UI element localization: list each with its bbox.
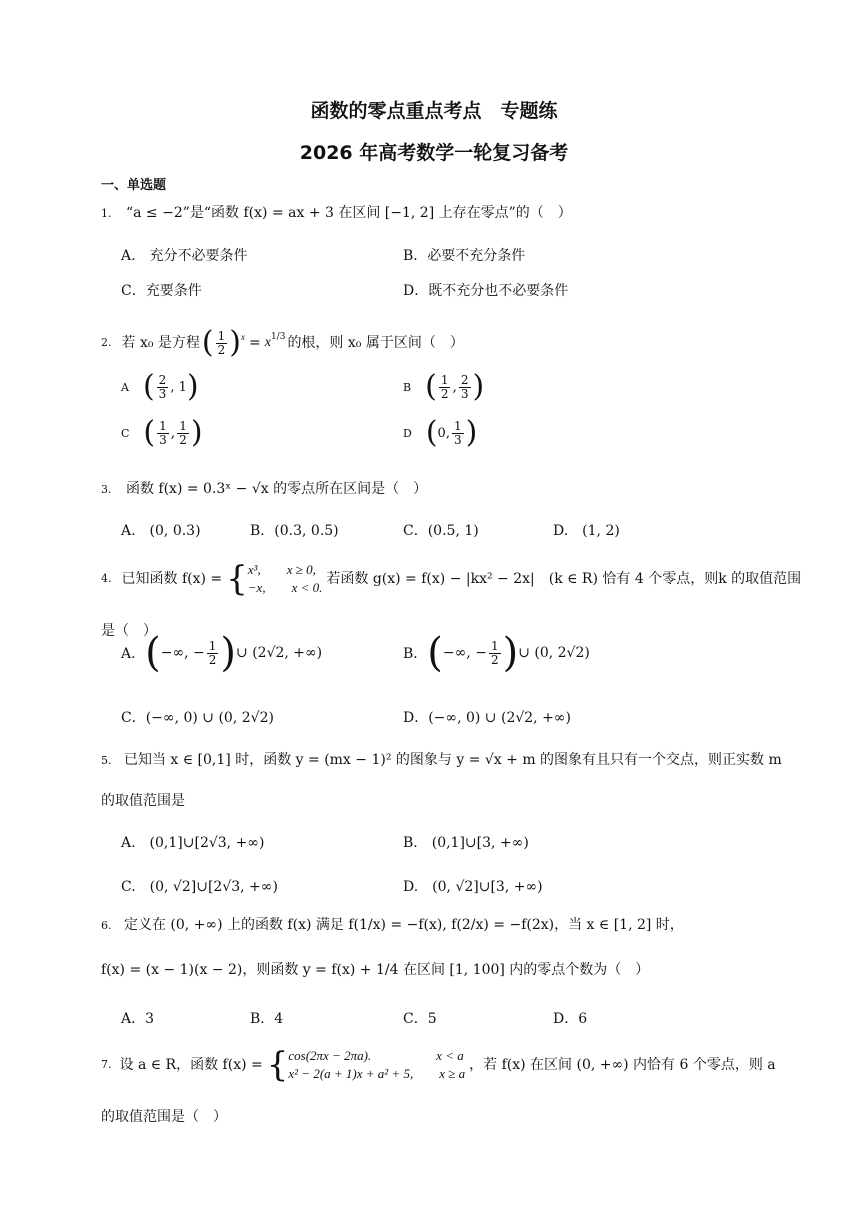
question-2 <box>101 320 464 366</box>
option-d: D．(−∞, 0) ∪ (2√2, +∞) <box>403 710 571 726</box>
option-c: C. (0, √2]∪[2√3, +∞) <box>121 879 278 895</box>
option-b: B． ( −∞, − $\frac{1}{2}$ ) ∪ (0, 2√2) <box>403 630 590 676</box>
option-a: A ( $\frac{2}{3}$ , 1 ) <box>121 369 199 404</box>
question-6 <box>101 916 684 935</box>
question-text: 已知当 x ∈ [0,1] 时，函数 y = (mx − 1)² 的图象与 y = √x + m 的图象有且只有一个交点，则正实数 m <box>123 752 782 768</box>
question-text-post: ，若 f(x) 在区间 (0, +∞) 内恰有 6 个零点，则 a <box>469 1057 776 1073</box>
question-number: 4. <box>101 572 112 585</box>
question-number: 2. <box>101 336 112 349</box>
question-4-cont: 是（ ） <box>101 623 157 639</box>
question-text: 定义在 (0, +∞) 上的函数 f(x) 满足 f(1/x) = −f(x), f(2/x) = −f(2x)，当 x ∈ [1, 2] 时， <box>123 917 684 933</box>
question-5-cont: 的取值范围是 <box>101 793 185 809</box>
option-d: D．既不充分也不必要条件 <box>403 283 569 299</box>
option-d: D. (0, √2]∪[3, +∞) <box>403 879 543 895</box>
question-text-pre: 已知函数 f(x) = <box>121 571 223 587</box>
option-c: C ( $\frac{1}{3}$ , $\frac{1}{2}$ ) <box>121 415 203 450</box>
equation: ( $\frac{1}{2}$ ) $^x$ = x $^{1/3}$ <box>201 325 286 360</box>
question-text-mid: 若函数 g(x) = f(x) − |kx² − 2x| (k ∈ R) 恰有 4 个零点，则k 的取值范围 <box>326 571 802 587</box>
question-number: 1. <box>101 207 112 220</box>
option-a: A．3 <box>121 1011 155 1027</box>
option-c: C．5 <box>403 1011 437 1027</box>
section-heading: 一、单选题 <box>101 178 167 193</box>
question-4 <box>101 556 801 602</box>
option-d: D．6 <box>553 1011 588 1027</box>
option-b: B．4 <box>250 1011 284 1027</box>
question-number: 5. <box>101 754 112 767</box>
piecewise-function: { cos(2πx − 2πa). x < a x² − 2(a + 1)x + a² + 5, x ≥ a <box>266 1045 466 1085</box>
question-7-cont: 的取值范围是（ ） <box>101 1109 227 1125</box>
option-b: B．必要不充分条件 <box>403 248 526 264</box>
question-7 <box>101 1042 776 1088</box>
question-1 <box>101 204 572 223</box>
option-b: B．(0.3, 0.5) <box>250 523 339 539</box>
question-text-pre: 设 a ∈ R，函数 f(x) = <box>119 1057 263 1073</box>
option-c: C．充要条件 <box>121 283 202 299</box>
option-d: D ( 0, $\frac{1}{3}$ ) <box>403 415 478 450</box>
question-text: 函数 f(x) = 0.3ˣ − √x 的零点所在区间是（ ） <box>125 481 428 497</box>
option-a: A. (0, 0.3) <box>121 523 201 539</box>
question-number: 6. <box>101 919 112 932</box>
option-b: B ( $\frac{1}{2}$ , $\frac{2}{3}$ ) <box>403 369 485 404</box>
question-number: 3. <box>101 483 112 496</box>
option-a: A. 充分不必要条件 <box>121 248 248 264</box>
option-b: B. (0,1]∪[3, +∞) <box>403 835 529 851</box>
title-line-2: 2026 年高考数学一轮复习备考 <box>299 142 569 164</box>
option-c: C．(−∞, 0) ∪ (0, 2√2) <box>121 710 274 726</box>
question-text-pre: 若 x₀ 是方程 <box>121 335 200 351</box>
title-line-1: 函数的零点重点考点 专题练 <box>310 100 558 122</box>
question-3 <box>101 480 427 499</box>
question-text-post: 的根，则 x₀ 属于区间（ ） <box>287 335 464 351</box>
question-5 <box>101 751 782 770</box>
question-number: 7. <box>101 1058 112 1071</box>
question-text: “a ≤ −2”是“函数 f(x) = ax + 3 在区间 [−1, 2] 上存在零点”的（ ） <box>125 205 572 221</box>
option-a: A． ( −∞, − $\frac{1}{2}$ ) ∪ (2√2, +∞) <box>121 630 323 676</box>
option-d: D. (1, 2) <box>553 523 620 539</box>
piecewise-function: { x³, x ≥ 0, −x, x < 0. <box>226 559 323 599</box>
question-6-cont: f(x) = (x − 1)(x − 2)，则函数 y = f(x) + 1/4 在区间 [1, 100] 内的零点个数为（ ） <box>101 962 650 978</box>
option-c: C．(0.5, 1) <box>403 523 479 539</box>
option-a: A. (0,1]∪[2√3, +∞) <box>121 835 265 851</box>
